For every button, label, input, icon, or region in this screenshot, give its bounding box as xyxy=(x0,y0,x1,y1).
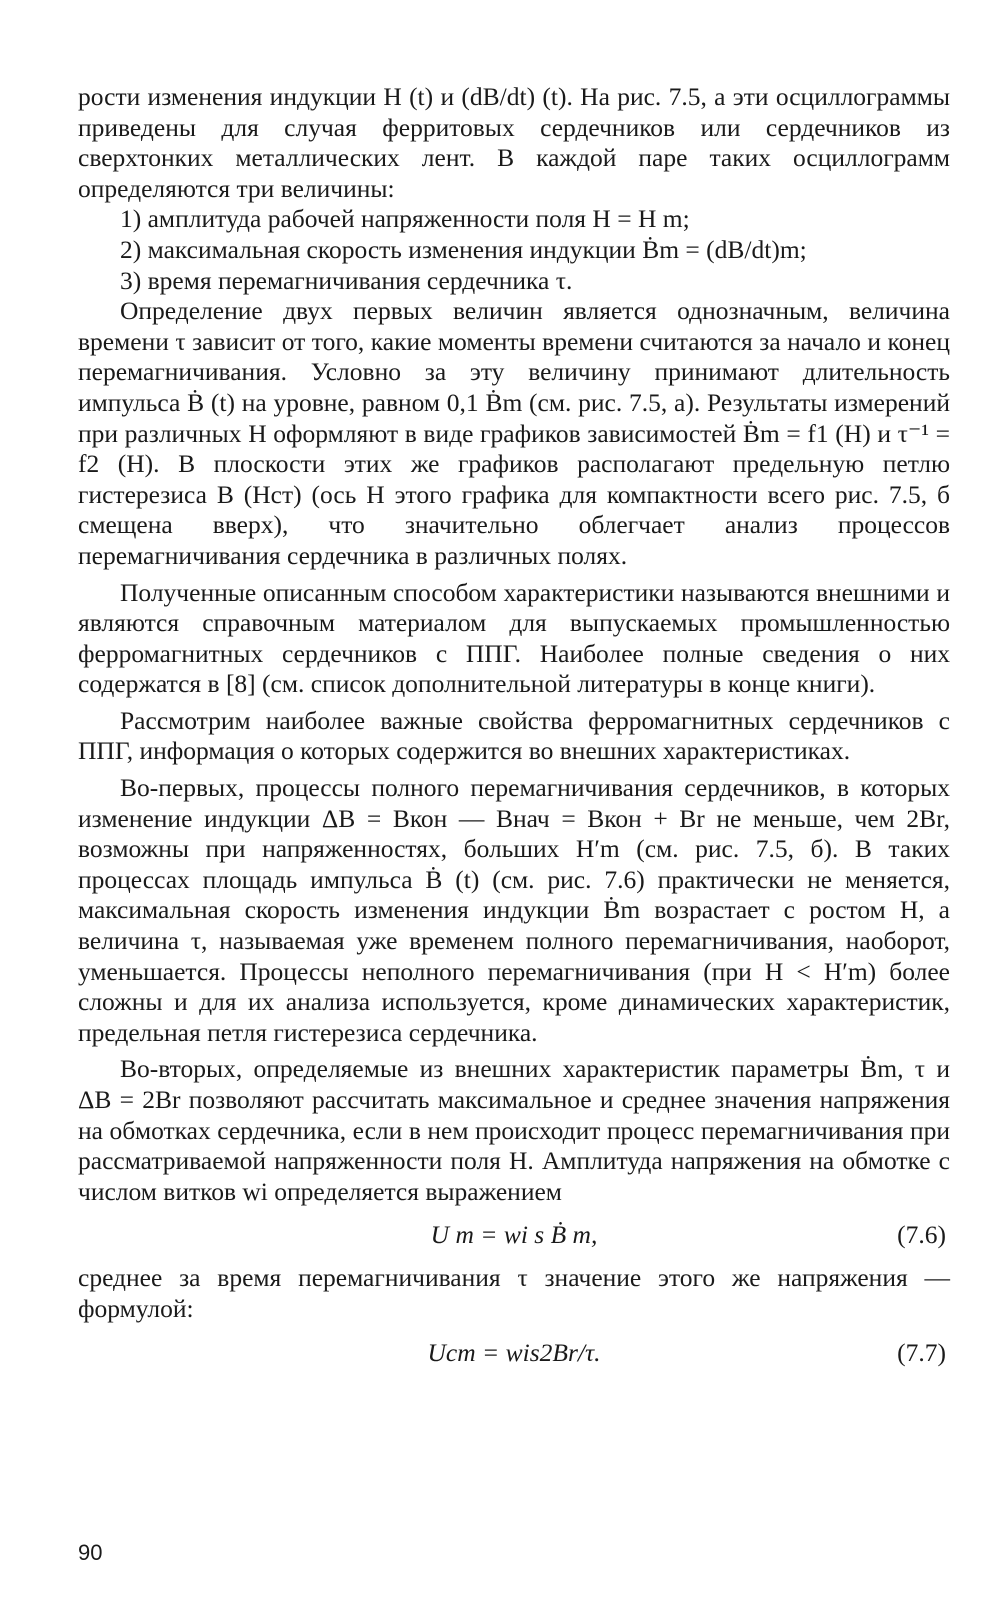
list-item-max-rate: 2) максимальная скорость изменения индукции Ḃm = (dB/dt)m; xyxy=(120,234,807,264)
page-body xyxy=(78,82,950,1381)
paragraph-first: Во-первых, процессы полного перемагничивания сердечников, в которых изменение индукции ΔB = Bкон — Bнач = Bкон + Br не меньше, чем 2Br, возможны при напряженностях, больших H′m (см. рис. 7.5, б). В таких процессах площадь импульса Ḃ (t) (см. рис. 7.6) практически не меняется, максимальная скорость изменения индукции Ḃm возрастает с ростом H, а величина τ, называемая уже временем полного перемагничивания, наоборот, уменьшается. Процессы неполного перемагничивания (при H < H′m) более сложны и для их анализа используется, кроме динамических характеристик, предельная петля гистерезиса сердечника. xyxy=(78,773,950,1047)
paragraph-second: Во-вторых, определяемые из внешних характеристик параметры Ḃm, τ и ΔB = 2Br позволяют рассчитать максимальное и среднее значения напряжения на обмотках сердечника, если в нем происходит процесс перемагничивания при рассматриваемой напряженности поля H. Амплитуда напряжения на обмотке с числом витков wi определяется выражением xyxy=(78,1054,950,1206)
list-item-amplitude: 1) амплитуда рабочей напряженности поля H = H m; xyxy=(120,204,690,234)
formula-7-6-expression: U m = wi s Ḃ m, xyxy=(430,1220,598,1250)
list-item-switching-time: 3) время перемагничивания сердечника τ. xyxy=(120,265,573,295)
paragraph-external-characteristics: Полученные описанным способом характеристики называются внешними и являются справочным материалом для выпускаемых промышленностью ферромагнитных сердечников с ППГ. Наиболее полные сведения о них содержатся в [8] (см. список дополнительной литературы в конце книги). xyxy=(78,577,950,699)
formula-7-7 xyxy=(78,1325,950,1381)
formula-7-6-number: (7.6) xyxy=(897,1220,946,1250)
formula-7-7-number: (7.7) xyxy=(897,1337,946,1367)
paragraph-definition: Определение двух первых величин является однозначным, величина времени τ зависит от того, какие моменты времени считаются за начало и конец перемагничивания. Условно за эту величину принимают длительность импульса Ḃ (t) на уровне, равном 0,1 Ḃm (см. рис. 7.5, a). Результаты измерений при различных H оформляют в виде графиков зависимостей Ḃm = f1 (H) и τ⁻¹ = f2 (H). В плоскости этих же графиков располагают предельную петлю гистерезиса B (Hст) (ось H этого графика для компактности всего рис. 7.5, б смещена вверх), что значительно облегчает анализ процессов перемагничивания сердечника в различных полях. xyxy=(78,296,950,570)
paragraph-average-voltage: среднее за время перемагничивания τ значение этого же напряжения — формулой: xyxy=(78,1263,950,1323)
formula-7-7-expression: Uст = wis2Br/τ. xyxy=(427,1337,601,1367)
paragraph-properties-intro: Рассмотрим наиболее важные свойства ферромагнитных сердечников с ППГ, информация о которых содержится во внешних характеристиках. xyxy=(78,705,950,766)
page-number: 90 xyxy=(78,1540,103,1565)
paragraph-intro: рости изменения индукции H (t) и (dB/dt) (t). На рис. 7.5, a эти осциллограммы приведены для случая ферритовых сердечников или сердечников из сверхтонких металлических лент. В каждой паре таких осциллограмм определяются три величины: xyxy=(78,82,950,203)
formula-7-6 xyxy=(78,1207,950,1263)
